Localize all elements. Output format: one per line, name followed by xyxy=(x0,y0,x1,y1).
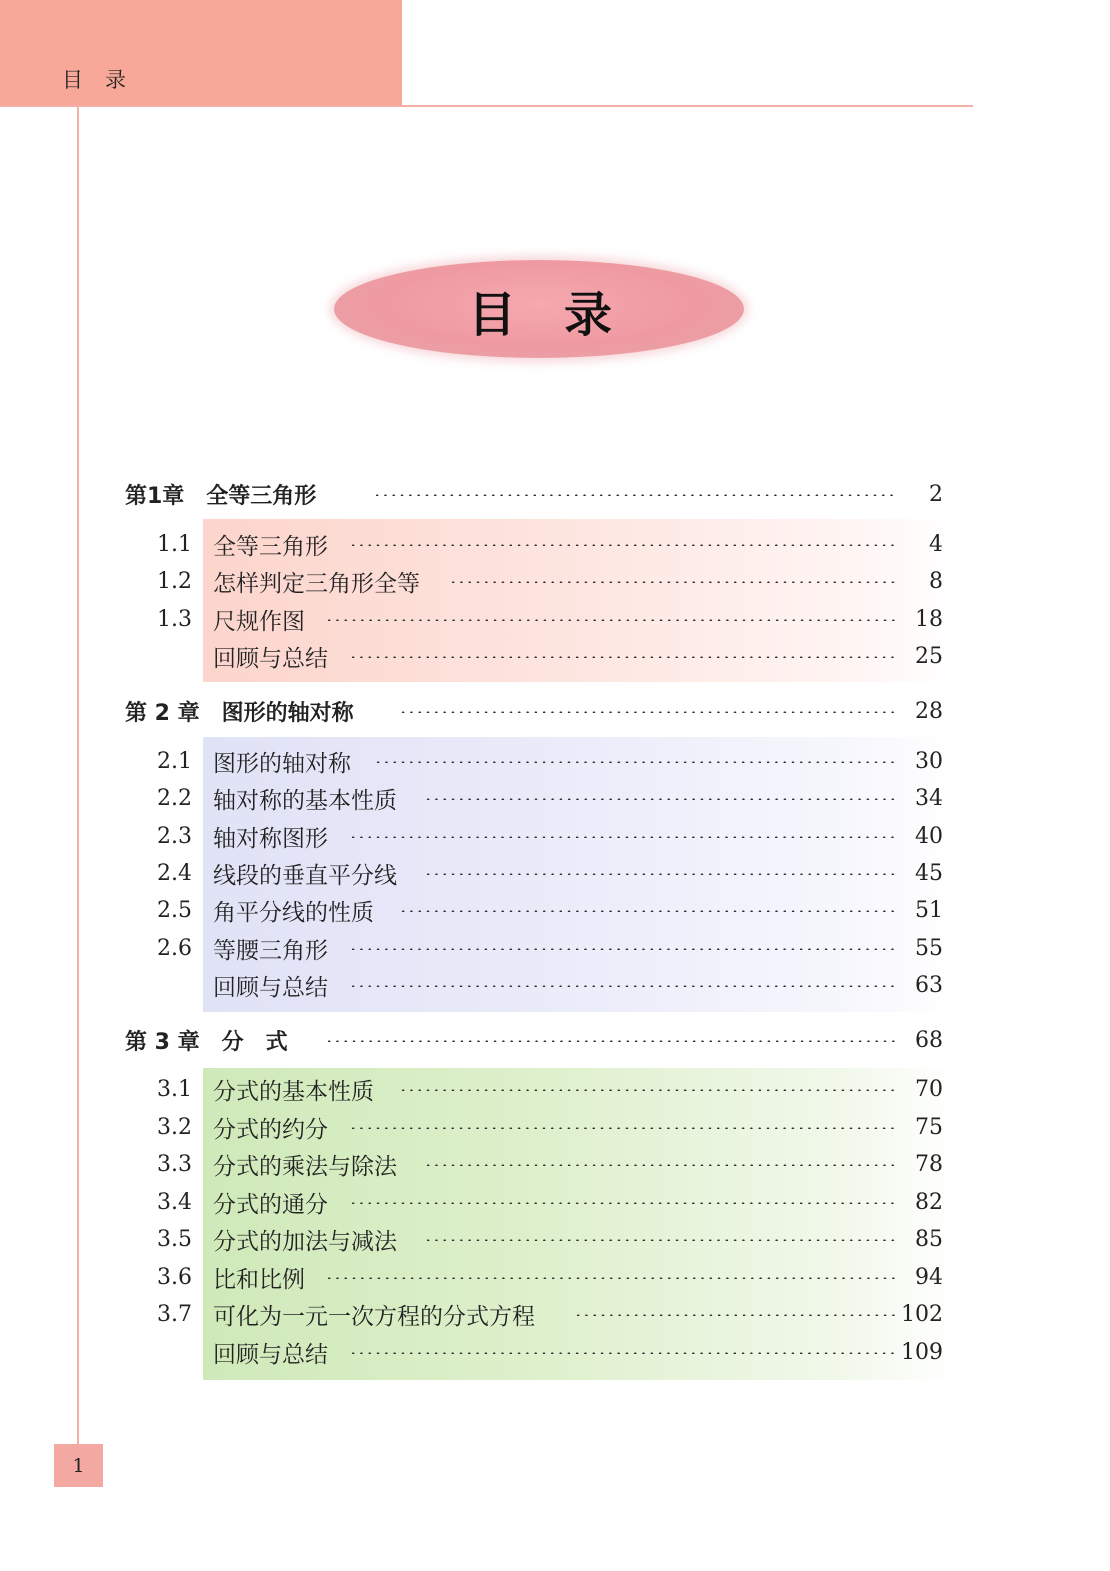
page-ref: 70 xyxy=(915,1076,943,1102)
leader-dots xyxy=(424,1239,895,1241)
chapter-heading: 第1章 全等三角形 xyxy=(125,483,317,509)
toc-entry-3-2[interactable] xyxy=(0,1110,1110,1144)
leader-dots xyxy=(424,1164,895,1166)
toc-entry-2-4[interactable] xyxy=(0,856,1110,890)
toc-entry-1-1[interactable] xyxy=(0,527,1110,561)
leader-dots xyxy=(325,1040,895,1042)
section-title: 分式的通分 xyxy=(213,1191,328,1218)
section-number: 2.1 xyxy=(157,748,192,774)
page-ref: 2 xyxy=(929,481,943,507)
page-ref: 55 xyxy=(915,935,943,961)
toc-entry-3-4[interactable] xyxy=(0,1185,1110,1219)
chapter-heading: 第 2 章 图形的轴对称 xyxy=(125,700,354,726)
section-title: 分式的基本性质 xyxy=(213,1078,374,1105)
section-number: 2.3 xyxy=(157,823,192,849)
section-title: 轴对称图形 xyxy=(213,825,328,852)
section-title: 分式的约分 xyxy=(213,1116,328,1143)
page-ref: 68 xyxy=(915,1027,943,1053)
section-number: 2.5 xyxy=(157,897,192,923)
toc-entry-3-6[interactable] xyxy=(0,1260,1110,1294)
section-title: 线段的垂直平分线 xyxy=(213,862,397,889)
page-ref: 78 xyxy=(915,1151,943,1177)
toc-entry-2-5[interactable] xyxy=(0,893,1110,927)
toc-entry-3-3[interactable] xyxy=(0,1147,1110,1181)
toc-entry-2-review[interactable] xyxy=(0,968,1110,1002)
page-title: 目录 xyxy=(467,286,660,343)
toc-entry-1-3[interactable] xyxy=(0,602,1110,636)
leader-dots xyxy=(373,494,895,496)
leader-dots xyxy=(349,985,895,987)
header-rule xyxy=(0,105,973,107)
section-title: 等腰三角形 xyxy=(213,937,328,964)
section-number: 3.1 xyxy=(157,1076,192,1102)
section-number: 2.2 xyxy=(157,785,192,811)
section-number: 1.1 xyxy=(157,531,192,557)
toc-entry-3-1[interactable] xyxy=(0,1072,1110,1106)
section-title: 轴对称的基本性质 xyxy=(213,787,397,814)
page-ref: 82 xyxy=(915,1189,943,1215)
section-number: 2.6 xyxy=(157,935,192,961)
page-ref: 40 xyxy=(915,823,943,849)
page-ref: 85 xyxy=(915,1226,943,1252)
toc-entry-2-2[interactable] xyxy=(0,781,1110,815)
section-number: 1.2 xyxy=(157,568,192,594)
toc-entry-2-1[interactable] xyxy=(0,744,1110,778)
section-title: 回顾与总结 xyxy=(213,974,328,1001)
leader-dots xyxy=(399,1089,895,1091)
page-ref: 8 xyxy=(929,568,943,594)
page-ref: 4 xyxy=(929,531,943,557)
page-ref: 102 xyxy=(901,1301,943,1327)
page-ref: 34 xyxy=(915,785,943,811)
section-number: 3.6 xyxy=(157,1264,192,1290)
page-ref: 45 xyxy=(915,860,943,886)
section-number: 1.3 xyxy=(157,606,192,632)
section-number: 2.4 xyxy=(157,860,192,886)
leader-dots xyxy=(349,948,895,950)
section-title: 分式的乘法与除法 xyxy=(213,1153,397,1180)
section-number: 3.4 xyxy=(157,1189,192,1215)
chapter-heading: 第 3 章 分 式 xyxy=(125,1029,288,1055)
page-ref: 109 xyxy=(901,1339,943,1365)
leader-dots xyxy=(424,873,895,875)
page-ref: 18 xyxy=(915,606,943,632)
leader-dots xyxy=(574,1314,895,1316)
page-number: 1 xyxy=(54,1444,103,1487)
toc-entry-3-review[interactable] xyxy=(0,1335,1110,1369)
page-ref: 94 xyxy=(915,1264,943,1290)
section-number: 3.5 xyxy=(157,1226,192,1252)
page-ref: 75 xyxy=(915,1114,943,1140)
header-tab xyxy=(0,0,402,107)
leader-dots xyxy=(325,619,895,621)
section-title: 角平分线的性质 xyxy=(213,899,374,926)
chapter-3-heading-row[interactable] xyxy=(0,1023,1110,1057)
leader-dots xyxy=(374,761,895,763)
section-title: 比和比例 xyxy=(213,1266,305,1293)
leader-dots xyxy=(349,1127,895,1129)
leader-dots xyxy=(349,1202,895,1204)
toc-entry-1-2[interactable] xyxy=(0,564,1110,598)
section-title: 分式的加法与减法 xyxy=(213,1228,397,1255)
toc-entry-3-5[interactable] xyxy=(0,1222,1110,1256)
page-ref: 30 xyxy=(915,748,943,774)
section-title: 图形的轴对称 xyxy=(213,750,351,777)
leader-dots xyxy=(399,711,895,713)
section-number: 3.2 xyxy=(157,1114,192,1140)
page-ref: 51 xyxy=(915,897,943,923)
page-ref: 63 xyxy=(915,972,943,998)
toc-entry-2-3[interactable] xyxy=(0,819,1110,853)
section-number: 3.7 xyxy=(157,1301,192,1327)
section-title: 回顾与总结 xyxy=(213,1341,328,1368)
leader-dots xyxy=(349,1352,895,1354)
leader-dots xyxy=(349,836,895,838)
page-ref: 28 xyxy=(915,698,943,724)
page-ref: 25 xyxy=(915,643,943,669)
leader-dots xyxy=(349,544,895,546)
title-badge xyxy=(328,254,752,366)
leader-dots xyxy=(349,656,895,658)
leader-dots xyxy=(399,910,895,912)
section-number: 3.3 xyxy=(157,1151,192,1177)
leader-dots xyxy=(424,798,895,800)
section-title: 回顾与总结 xyxy=(213,645,328,672)
section-title: 全等三角形 xyxy=(213,533,328,560)
toc-entry-2-6[interactable] xyxy=(0,931,1110,965)
toc-entry-1-review[interactable] xyxy=(0,639,1110,673)
section-title: 可化为一元一次方程的分式方程 xyxy=(213,1303,535,1330)
leader-dots xyxy=(449,581,895,583)
leader-dots xyxy=(325,1277,895,1279)
section-title: 尺规作图 xyxy=(213,608,305,635)
section-title: 怎样判定三角形全等 xyxy=(213,570,420,597)
toc-entry-3-7[interactable] xyxy=(0,1297,1110,1331)
chapter-2-heading-row[interactable] xyxy=(0,694,1110,728)
chapter-1-heading-row[interactable] xyxy=(0,477,1110,511)
header-label: 目录 xyxy=(62,68,148,92)
